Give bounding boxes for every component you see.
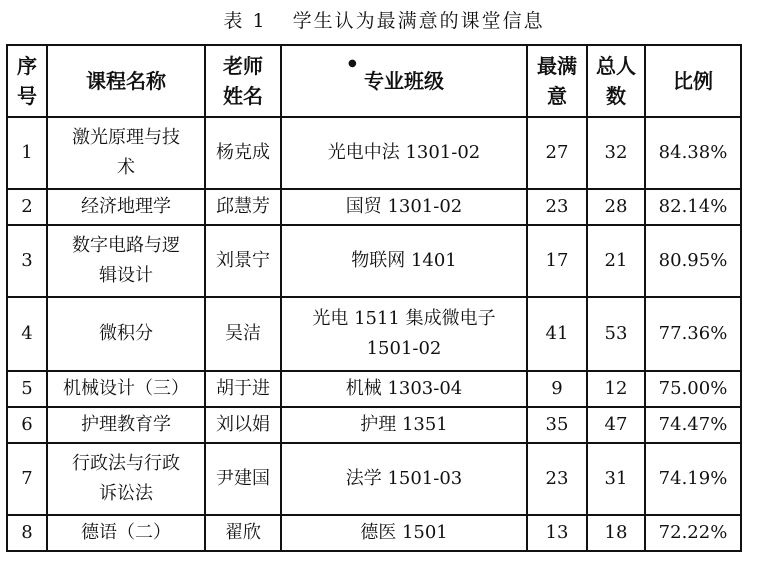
cell-ratio: 82.14% xyxy=(645,189,741,225)
cell-teacher: 刘景宁 xyxy=(205,225,281,297)
cell-teacher: 杨克成 xyxy=(205,117,281,189)
cell-seq: 7 xyxy=(7,443,47,515)
table-row xyxy=(7,189,741,225)
header-total: 总人 数 xyxy=(587,45,645,117)
cell-total: 12 xyxy=(587,371,645,407)
cell-most-satisfied: 23 xyxy=(527,189,587,225)
cell-course: 微积分 xyxy=(47,297,205,371)
header-class: 专业班级 xyxy=(281,45,527,117)
cell-most-satisfied: 9 xyxy=(527,371,587,407)
cell-total: 31 xyxy=(587,443,645,515)
cell-teacher: 刘以娟 xyxy=(205,407,281,443)
cell-seq: 1 xyxy=(7,117,47,189)
cell-teacher: 尹建国 xyxy=(205,443,281,515)
cell-class: 国贸 1301-02 xyxy=(281,189,527,225)
cell-total: 18 xyxy=(587,515,645,551)
table-row xyxy=(7,443,741,515)
table-title: 学生认为最满意的课堂信息 xyxy=(292,10,545,32)
table-row xyxy=(7,407,741,443)
cell-seq: 4 xyxy=(7,297,47,371)
header-most-satisfied: 最满 意 xyxy=(527,45,587,117)
cell-class: 法学 1501-03 xyxy=(281,443,527,515)
cell-most-satisfied: 41 xyxy=(527,297,587,371)
cell-ratio: 80.95% xyxy=(645,225,741,297)
satisfaction-table xyxy=(6,44,742,552)
header-row xyxy=(7,45,741,117)
table-caption xyxy=(0,6,768,33)
cell-seq: 8 xyxy=(7,515,47,551)
table-number: 表 1 xyxy=(223,10,267,32)
cell-class: 光电 1511 集成微电子 1501-02 xyxy=(281,297,527,371)
cell-total: 32 xyxy=(587,117,645,189)
cell-seq: 2 xyxy=(7,189,47,225)
cell-total: 21 xyxy=(587,225,645,297)
cell-most-satisfied: 27 xyxy=(527,117,587,189)
cell-seq: 5 xyxy=(7,371,47,407)
table-row xyxy=(7,515,741,551)
table-row xyxy=(7,297,741,371)
cell-seq: 3 xyxy=(7,225,47,297)
cell-course: 机械设计（三） xyxy=(47,371,205,407)
cell-seq: 6 xyxy=(7,407,47,443)
cell-course: 经济地理学 xyxy=(47,189,205,225)
cell-total: 47 xyxy=(587,407,645,443)
cell-class: 护理 1351 xyxy=(281,407,527,443)
stray-dot-mark: ● xyxy=(348,58,357,69)
cell-class: 机械 1303-04 xyxy=(281,371,527,407)
cell-course: 行政法与行政 诉讼法 xyxy=(47,443,205,515)
table-row xyxy=(7,225,741,297)
cell-class: 光电中法 1301-02 xyxy=(281,117,527,189)
table-row xyxy=(7,117,741,189)
cell-teacher: 邱慧芳 xyxy=(205,189,281,225)
cell-teacher: 翟欣 xyxy=(205,515,281,551)
cell-course: 德语（二） xyxy=(47,515,205,551)
cell-most-satisfied: 13 xyxy=(527,515,587,551)
cell-ratio: 77.36% xyxy=(645,297,741,371)
cell-course: 数字电路与逻 辑设计 xyxy=(47,225,205,297)
cell-course: 护理教育学 xyxy=(47,407,205,443)
cell-class: 德医 1501 xyxy=(281,515,527,551)
cell-course: 激光原理与技 术 xyxy=(47,117,205,189)
header-course: 课程名称 xyxy=(47,45,205,117)
cell-ratio: 72.22% xyxy=(645,515,741,551)
cell-ratio: 75.00% xyxy=(645,371,741,407)
header-teacher: 老师 姓名 xyxy=(205,45,281,117)
cell-teacher: 吴洁 xyxy=(205,297,281,371)
cell-most-satisfied: 23 xyxy=(527,443,587,515)
cell-most-satisfied: 35 xyxy=(527,407,587,443)
header-ratio: 比例 xyxy=(645,45,741,117)
cell-ratio: 84.38% xyxy=(645,117,741,189)
cell-ratio: 74.19% xyxy=(645,443,741,515)
cell-class: 物联网 1401 xyxy=(281,225,527,297)
cell-total: 53 xyxy=(587,297,645,371)
cell-total: 28 xyxy=(587,189,645,225)
header-seq: 序 号 xyxy=(7,45,47,117)
cell-teacher: 胡于进 xyxy=(205,371,281,407)
cell-most-satisfied: 17 xyxy=(527,225,587,297)
cell-ratio: 74.47% xyxy=(645,407,741,443)
table-row xyxy=(7,371,741,407)
